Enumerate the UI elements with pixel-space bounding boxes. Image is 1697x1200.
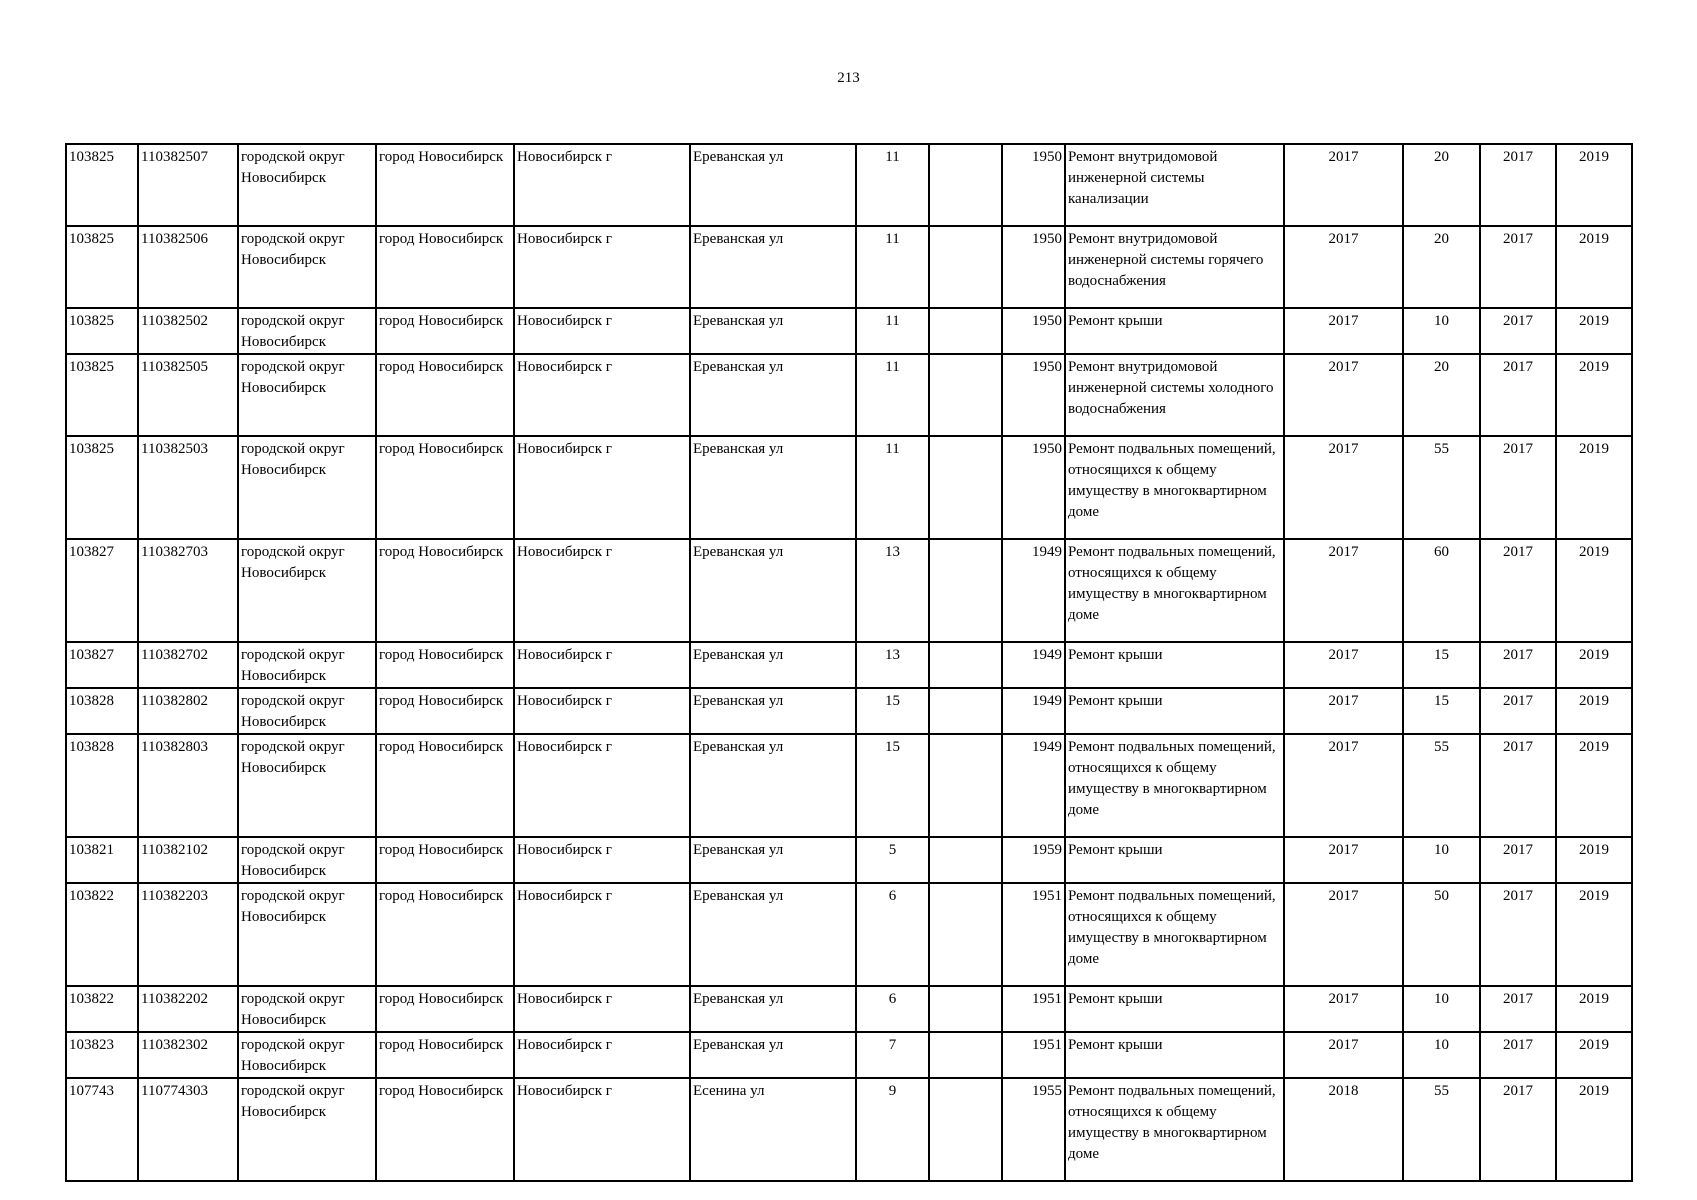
cell-percent-wear: 55 <box>1403 734 1480 837</box>
cell-building-part <box>929 734 1002 837</box>
cell-year-built: 1949 <box>1002 688 1065 734</box>
cell-system-id: 103828 <box>66 734 138 837</box>
cell-element-id: 110382202 <box>138 986 238 1032</box>
cell-street: Ереванская ул <box>690 226 856 308</box>
cell-street: Есенина ул <box>690 1078 856 1181</box>
cell-planned-year: 2017 <box>1284 688 1403 734</box>
table-row <box>66 436 1632 539</box>
cell-planned-year: 2017 <box>1284 642 1403 688</box>
cell-system-id: 103825 <box>66 354 138 436</box>
cell-element-id: 110382203 <box>138 883 238 986</box>
cell-element-id: 110382505 <box>138 354 238 436</box>
cell-building-part <box>929 539 1002 642</box>
cell-settlement: город Новосибирск <box>376 642 514 688</box>
cell-element-id: 110382302 <box>138 1032 238 1078</box>
table-row <box>66 837 1632 883</box>
cell-house-number: 15 <box>856 688 929 734</box>
cell-city: Новосибирск г <box>514 308 690 354</box>
cell-percent-wear: 15 <box>1403 642 1480 688</box>
cell-city: Новосибирск г <box>514 1078 690 1181</box>
cell-period-end: 2019 <box>1556 1078 1632 1181</box>
cell-house-number: 11 <box>856 308 929 354</box>
cell-system-id: 107743 <box>66 1078 138 1181</box>
cell-municipal-district: городской округ Новосибирск <box>238 734 376 837</box>
cell-year-built: 1950 <box>1002 436 1065 539</box>
cell-percent-wear: 20 <box>1403 354 1480 436</box>
cell-work-type: Ремонт внутридомовой инженерной системы горячего водоснабжения <box>1065 226 1284 308</box>
cell-settlement: город Новосибирск <box>376 436 514 539</box>
cell-city: Новосибирск г <box>514 226 690 308</box>
cell-municipal-district: городской округ Новосибирск <box>238 642 376 688</box>
cell-street: Ереванская ул <box>690 642 856 688</box>
cell-work-type: Ремонт внутридомовой инженерной системы канализации <box>1065 144 1284 226</box>
cell-house-number: 6 <box>856 883 929 986</box>
cell-city: Новосибирск г <box>514 986 690 1032</box>
cell-settlement: город Новосибирск <box>376 354 514 436</box>
cell-period-start: 2017 <box>1480 144 1556 226</box>
cell-percent-wear: 15 <box>1403 688 1480 734</box>
cell-period-start: 2017 <box>1480 688 1556 734</box>
cell-city: Новосибирск г <box>514 642 690 688</box>
cell-city: Новосибирск г <box>514 539 690 642</box>
table-row <box>66 226 1632 308</box>
table-row <box>66 539 1632 642</box>
cell-settlement: город Новосибирск <box>376 1032 514 1078</box>
cell-period-end: 2019 <box>1556 539 1632 642</box>
cell-municipal-district: городской округ Новосибирск <box>238 539 376 642</box>
table-row <box>66 354 1632 436</box>
cell-settlement: город Новосибирск <box>376 539 514 642</box>
cell-municipal-district: городской округ Новосибирск <box>238 688 376 734</box>
table-row <box>66 986 1632 1032</box>
page-number: 213 <box>837 70 860 86</box>
cell-system-id: 103825 <box>66 308 138 354</box>
cell-year-built: 1959 <box>1002 837 1065 883</box>
cell-building-part <box>929 642 1002 688</box>
table-row <box>66 642 1632 688</box>
cell-house-number: 11 <box>856 144 929 226</box>
cell-period-end: 2019 <box>1556 883 1632 986</box>
cell-planned-year: 2017 <box>1284 883 1403 986</box>
repair-registry-table <box>65 143 1633 1182</box>
cell-street: Ереванская ул <box>690 436 856 539</box>
cell-percent-wear: 10 <box>1403 308 1480 354</box>
cell-element-id: 110382506 <box>138 226 238 308</box>
cell-year-built: 1949 <box>1002 734 1065 837</box>
cell-house-number: 5 <box>856 837 929 883</box>
cell-building-part <box>929 226 1002 308</box>
table-row <box>66 883 1632 986</box>
cell-work-type: Ремонт внутридомовой инженерной системы холодного водоснабжения <box>1065 354 1284 436</box>
cell-street: Ереванская ул <box>690 308 856 354</box>
cell-year-built: 1949 <box>1002 642 1065 688</box>
cell-period-end: 2019 <box>1556 734 1632 837</box>
cell-percent-wear: 10 <box>1403 986 1480 1032</box>
cell-period-end: 2019 <box>1556 1032 1632 1078</box>
cell-municipal-district: городской округ Новосибирск <box>238 883 376 986</box>
cell-street: Ереванская ул <box>690 688 856 734</box>
cell-percent-wear: 10 <box>1403 837 1480 883</box>
cell-settlement: город Новосибирск <box>376 1078 514 1181</box>
cell-municipal-district: городской округ Новосибирск <box>238 308 376 354</box>
cell-system-id: 103825 <box>66 436 138 539</box>
cell-system-id: 103822 <box>66 883 138 986</box>
cell-period-start: 2017 <box>1480 883 1556 986</box>
cell-city: Новосибирск г <box>514 354 690 436</box>
cell-planned-year: 2017 <box>1284 436 1403 539</box>
cell-element-id: 110382102 <box>138 837 238 883</box>
cell-period-start: 2017 <box>1480 642 1556 688</box>
cell-work-type: Ремонт крыши <box>1065 1032 1284 1078</box>
cell-settlement: город Новосибирск <box>376 226 514 308</box>
cell-system-id: 103822 <box>66 986 138 1032</box>
cell-house-number: 6 <box>856 986 929 1032</box>
cell-work-type: Ремонт крыши <box>1065 642 1284 688</box>
cell-house-number: 15 <box>856 734 929 837</box>
cell-element-id: 110774303 <box>138 1078 238 1181</box>
cell-system-id: 103828 <box>66 688 138 734</box>
cell-planned-year: 2017 <box>1284 308 1403 354</box>
cell-period-start: 2017 <box>1480 308 1556 354</box>
cell-street: Ереванская ул <box>690 1032 856 1078</box>
cell-street: Ереванская ул <box>690 883 856 986</box>
cell-house-number: 11 <box>856 354 929 436</box>
cell-work-type: Ремонт подвальных помещений, относящихся к общему имуществу в многоквартирном доме <box>1065 539 1284 642</box>
cell-building-part <box>929 688 1002 734</box>
cell-building-part <box>929 1032 1002 1078</box>
cell-house-number: 13 <box>856 642 929 688</box>
cell-building-part <box>929 837 1002 883</box>
cell-work-type: Ремонт подвальных помещений, относящихся к общему имуществу в многоквартирном доме <box>1065 883 1284 986</box>
cell-period-start: 2017 <box>1480 986 1556 1032</box>
cell-building-part <box>929 308 1002 354</box>
cell-element-id: 110382502 <box>138 308 238 354</box>
cell-percent-wear: 55 <box>1403 1078 1480 1181</box>
cell-work-type: Ремонт крыши <box>1065 688 1284 734</box>
cell-period-end: 2019 <box>1556 436 1632 539</box>
cell-city: Новосибирск г <box>514 688 690 734</box>
cell-work-type: Ремонт подвальных помещений, относящихся к общему имуществу в многоквартирном доме <box>1065 436 1284 539</box>
cell-planned-year: 2017 <box>1284 1032 1403 1078</box>
cell-building-part <box>929 1078 1002 1181</box>
cell-system-id: 103821 <box>66 837 138 883</box>
cell-settlement: город Новосибирск <box>376 883 514 986</box>
cell-municipal-district: городской округ Новосибирск <box>238 144 376 226</box>
cell-settlement: город Новосибирск <box>376 734 514 837</box>
cell-city: Новосибирск г <box>514 144 690 226</box>
table-row <box>66 144 1632 226</box>
cell-system-id: 103827 <box>66 642 138 688</box>
cell-period-start: 2017 <box>1480 837 1556 883</box>
cell-municipal-district: городской округ Новосибирск <box>238 1078 376 1181</box>
cell-work-type: Ремонт крыши <box>1065 986 1284 1032</box>
cell-period-start: 2017 <box>1480 226 1556 308</box>
cell-system-id: 103825 <box>66 226 138 308</box>
cell-planned-year: 2017 <box>1284 354 1403 436</box>
cell-percent-wear: 50 <box>1403 883 1480 986</box>
cell-street: Ереванская ул <box>690 734 856 837</box>
cell-city: Новосибирск г <box>514 883 690 986</box>
cell-building-part <box>929 883 1002 986</box>
cell-work-type: Ремонт крыши <box>1065 308 1284 354</box>
cell-system-id: 103825 <box>66 144 138 226</box>
table-row <box>66 1032 1632 1078</box>
cell-settlement: город Новосибирск <box>376 837 514 883</box>
cell-street: Ереванская ул <box>690 354 856 436</box>
cell-house-number: 11 <box>856 436 929 539</box>
cell-street: Ереванская ул <box>690 986 856 1032</box>
cell-year-built: 1951 <box>1002 883 1065 986</box>
cell-percent-wear: 55 <box>1403 436 1480 539</box>
cell-municipal-district: городской округ Новосибирск <box>238 837 376 883</box>
cell-house-number: 11 <box>856 226 929 308</box>
cell-settlement: город Новосибирск <box>376 308 514 354</box>
cell-city: Новосибирск г <box>514 837 690 883</box>
cell-building-part <box>929 986 1002 1032</box>
cell-period-end: 2019 <box>1556 837 1632 883</box>
cell-city: Новосибирск г <box>514 1032 690 1078</box>
cell-house-number: 9 <box>856 1078 929 1181</box>
cell-city: Новосибирск г <box>514 734 690 837</box>
cell-period-start: 2017 <box>1480 734 1556 837</box>
cell-planned-year: 2017 <box>1284 144 1403 226</box>
cell-period-end: 2019 <box>1556 226 1632 308</box>
cell-house-number: 13 <box>856 539 929 642</box>
table-row <box>66 688 1632 734</box>
cell-period-end: 2019 <box>1556 688 1632 734</box>
cell-settlement: город Новосибирск <box>376 986 514 1032</box>
cell-period-end: 2019 <box>1556 144 1632 226</box>
cell-period-end: 2019 <box>1556 986 1632 1032</box>
cell-element-id: 110382503 <box>138 436 238 539</box>
cell-work-type: Ремонт крыши <box>1065 837 1284 883</box>
cell-settlement: город Новосибирск <box>376 144 514 226</box>
cell-percent-wear: 60 <box>1403 539 1480 642</box>
cell-year-built: 1950 <box>1002 144 1065 226</box>
cell-period-start: 2017 <box>1480 1078 1556 1181</box>
cell-planned-year: 2017 <box>1284 986 1403 1032</box>
cell-building-part <box>929 354 1002 436</box>
cell-year-built: 1950 <box>1002 308 1065 354</box>
cell-percent-wear: 10 <box>1403 1032 1480 1078</box>
cell-settlement: город Новосибирск <box>376 688 514 734</box>
cell-element-id: 110382702 <box>138 642 238 688</box>
cell-year-built: 1950 <box>1002 354 1065 436</box>
cell-period-end: 2019 <box>1556 308 1632 354</box>
cell-period-start: 2017 <box>1480 436 1556 539</box>
cell-planned-year: 2018 <box>1284 1078 1403 1181</box>
cell-municipal-district: городской округ Новосибирск <box>238 436 376 539</box>
cell-year-built: 1949 <box>1002 539 1065 642</box>
cell-period-start: 2017 <box>1480 354 1556 436</box>
cell-building-part <box>929 436 1002 539</box>
cell-percent-wear: 20 <box>1403 144 1480 226</box>
cell-work-type: Ремонт подвальных помещений, относящихся к общему имуществу в многоквартирном доме <box>1065 734 1284 837</box>
cell-street: Ереванская ул <box>690 144 856 226</box>
cell-municipal-district: городской округ Новосибирск <box>238 226 376 308</box>
cell-building-part <box>929 144 1002 226</box>
cell-element-id: 110382803 <box>138 734 238 837</box>
cell-period-start: 2017 <box>1480 1032 1556 1078</box>
cell-house-number: 7 <box>856 1032 929 1078</box>
cell-element-id: 110382507 <box>138 144 238 226</box>
cell-system-id: 103823 <box>66 1032 138 1078</box>
table-row <box>66 734 1632 837</box>
cell-year-built: 1951 <box>1002 986 1065 1032</box>
cell-year-built: 1951 <box>1002 1032 1065 1078</box>
cell-planned-year: 2017 <box>1284 226 1403 308</box>
cell-percent-wear: 20 <box>1403 226 1480 308</box>
cell-period-end: 2019 <box>1556 354 1632 436</box>
cell-municipal-district: городской округ Новосибирск <box>238 986 376 1032</box>
cell-system-id: 103827 <box>66 539 138 642</box>
cell-year-built: 1950 <box>1002 226 1065 308</box>
cell-element-id: 110382802 <box>138 688 238 734</box>
cell-period-start: 2017 <box>1480 539 1556 642</box>
table-row <box>66 1078 1632 1181</box>
cell-planned-year: 2017 <box>1284 837 1403 883</box>
cell-planned-year: 2017 <box>1284 734 1403 837</box>
cell-work-type: Ремонт подвальных помещений, относящихся к общему имуществу в многоквартирном доме <box>1065 1078 1284 1181</box>
table-row <box>66 308 1632 354</box>
cell-street: Ереванская ул <box>690 837 856 883</box>
cell-element-id: 110382703 <box>138 539 238 642</box>
cell-street: Ереванская ул <box>690 539 856 642</box>
cell-municipal-district: городской округ Новосибирск <box>238 354 376 436</box>
cell-municipal-district: городской округ Новосибирск <box>238 1032 376 1078</box>
cell-year-built: 1955 <box>1002 1078 1065 1181</box>
cell-planned-year: 2017 <box>1284 539 1403 642</box>
cell-city: Новосибирск г <box>514 436 690 539</box>
cell-period-end: 2019 <box>1556 642 1632 688</box>
registry-body <box>66 144 1632 1181</box>
